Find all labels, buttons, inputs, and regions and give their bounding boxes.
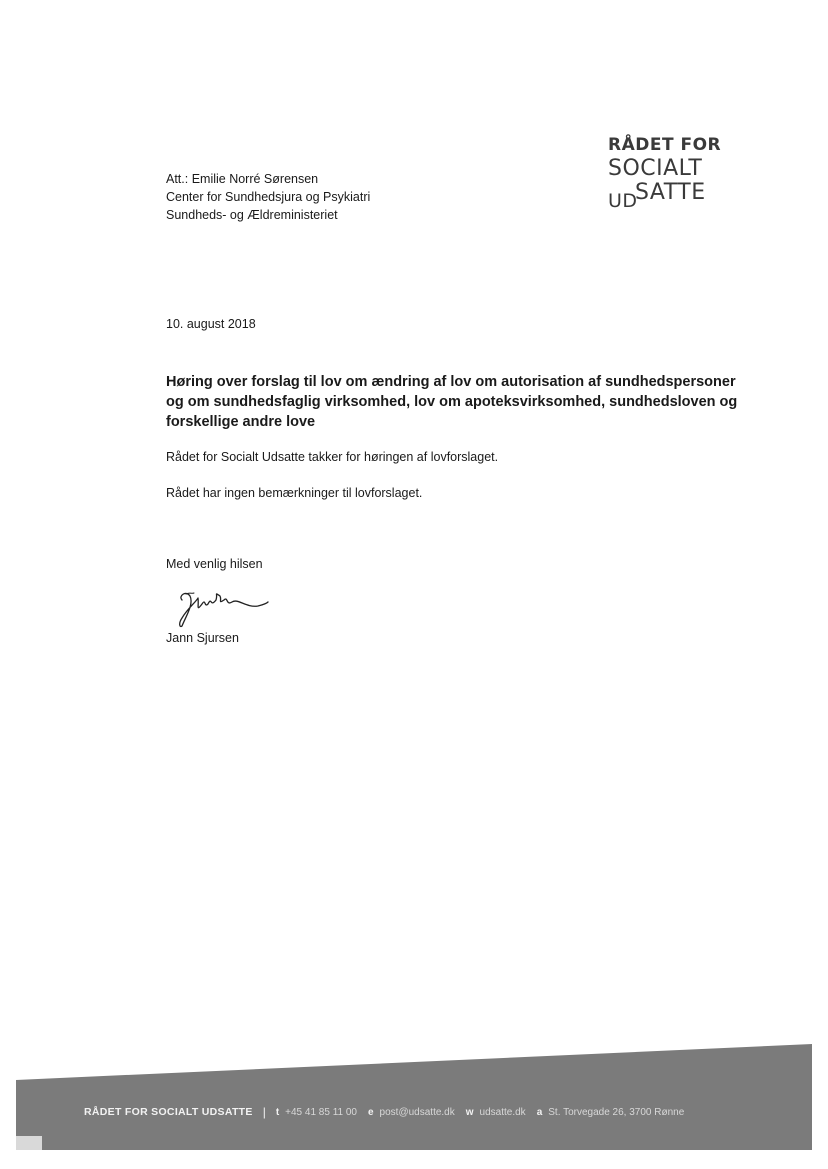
recipient-attention-line: Att.: Emilie Norré Sørensen <box>166 172 319 186</box>
logo-line-radet-for: RÅDET FOR <box>608 135 722 155</box>
signer-name: Jann Sjursen <box>166 631 239 645</box>
footer-website: udsatte.dk <box>479 1106 526 1118</box>
footer-address-key: a <box>536 1106 543 1118</box>
footer-separator: | <box>262 1105 266 1119</box>
footer-organization-name: RÅDET FOR SOCIALT UDSATTE <box>84 1106 253 1118</box>
footer-email-key: e <box>367 1106 374 1118</box>
body-paragraph-thanks: Rådet for Socialt Udsatte takker for høringen af lovforslaget. <box>166 450 499 464</box>
footer-address: St. Torvegade 26, 3700 Rønne <box>548 1106 685 1118</box>
closing-greeting: Med venlig hilsen <box>166 557 263 571</box>
logo-line-udsatte <box>608 182 748 210</box>
body-paragraph-no-remarks: Rådet har ingen bemærkninger til lovforslaget. <box>166 486 423 500</box>
letter-date: 10. august 2018 <box>166 317 256 331</box>
handwritten-signature <box>172 582 272 630</box>
footer-email: post@udsatte.dk <box>379 1106 455 1118</box>
logo-satte: SATTE <box>635 180 706 205</box>
footer-web-key: w <box>465 1106 474 1118</box>
footer-phone: +45 41 85 11 00 <box>285 1106 357 1118</box>
recipient-ministry-line: Sundheds- og Ældreministeriet <box>166 208 338 222</box>
footer-phone-key: t <box>275 1106 280 1118</box>
recipient-address <box>166 170 370 224</box>
recipient-department-line: Center for Sundhedsjura og Psykiatri <box>166 190 371 204</box>
logo-ud: UD <box>608 190 638 212</box>
organization-logo <box>608 134 748 210</box>
footer-contact-line <box>84 1104 764 1120</box>
letter-subject: Høring over forslag til lov om ændring af lov om autorisation af sundhedspersoner og om sundhedsfaglig virksomhed, lov om apoteksvirksomhed, sundhedsloven og forskellige andre love <box>166 374 738 430</box>
logo-line-socialt: SOCIALT <box>608 156 703 181</box>
